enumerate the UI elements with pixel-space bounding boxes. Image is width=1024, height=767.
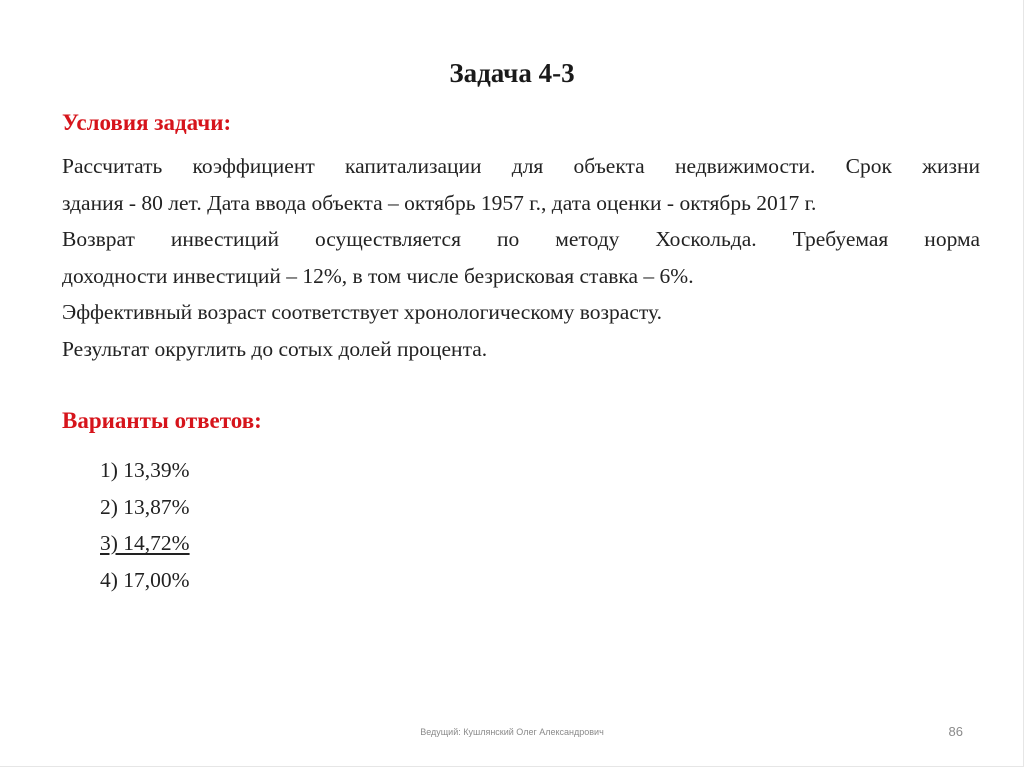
footer-author: Ведущий: Кушлянский Олег Александрович — [420, 727, 604, 737]
conditions-line: Рассчитать коэффициент капитализации для объекта недвижимости. Срок жизни — [62, 154, 980, 178]
slide-title: Задача 4-3 — [449, 58, 575, 88]
conditions-heading: Условия задачи: — [62, 110, 232, 135]
conditions-line: Возврат инвестиций осуществляется по методу Хоскольда. Требуемая норма — [62, 227, 980, 251]
conditions-text — [62, 148, 980, 367]
answer-option-1: 1) 13,39% — [100, 458, 190, 482]
answers-list — [100, 452, 190, 598]
answers-heading: Варианты ответов: — [62, 408, 262, 433]
answer-option-4: 4) 17,00% — [100, 567, 190, 592]
answer-option-2: 2) 13,87% — [100, 494, 190, 519]
conditions-line: доходности инвестиций – 12%, в том числе безрисковая ставка – 6%. — [62, 263, 694, 288]
conditions-line: Эффективный возраст соответствует хронологическому возрасту. — [62, 300, 662, 324]
page-number: 86 — [948, 724, 963, 739]
conditions-line: Результат округлить до сотых долей процента. — [62, 336, 488, 361]
answer-option-3-correct: 3) 14,72% — [100, 531, 190, 555]
conditions-line: здания - 80 лет. Дата ввода объекта – октябрь 1957 г., дата оценки - октябрь 2017 г. — [62, 190, 817, 215]
